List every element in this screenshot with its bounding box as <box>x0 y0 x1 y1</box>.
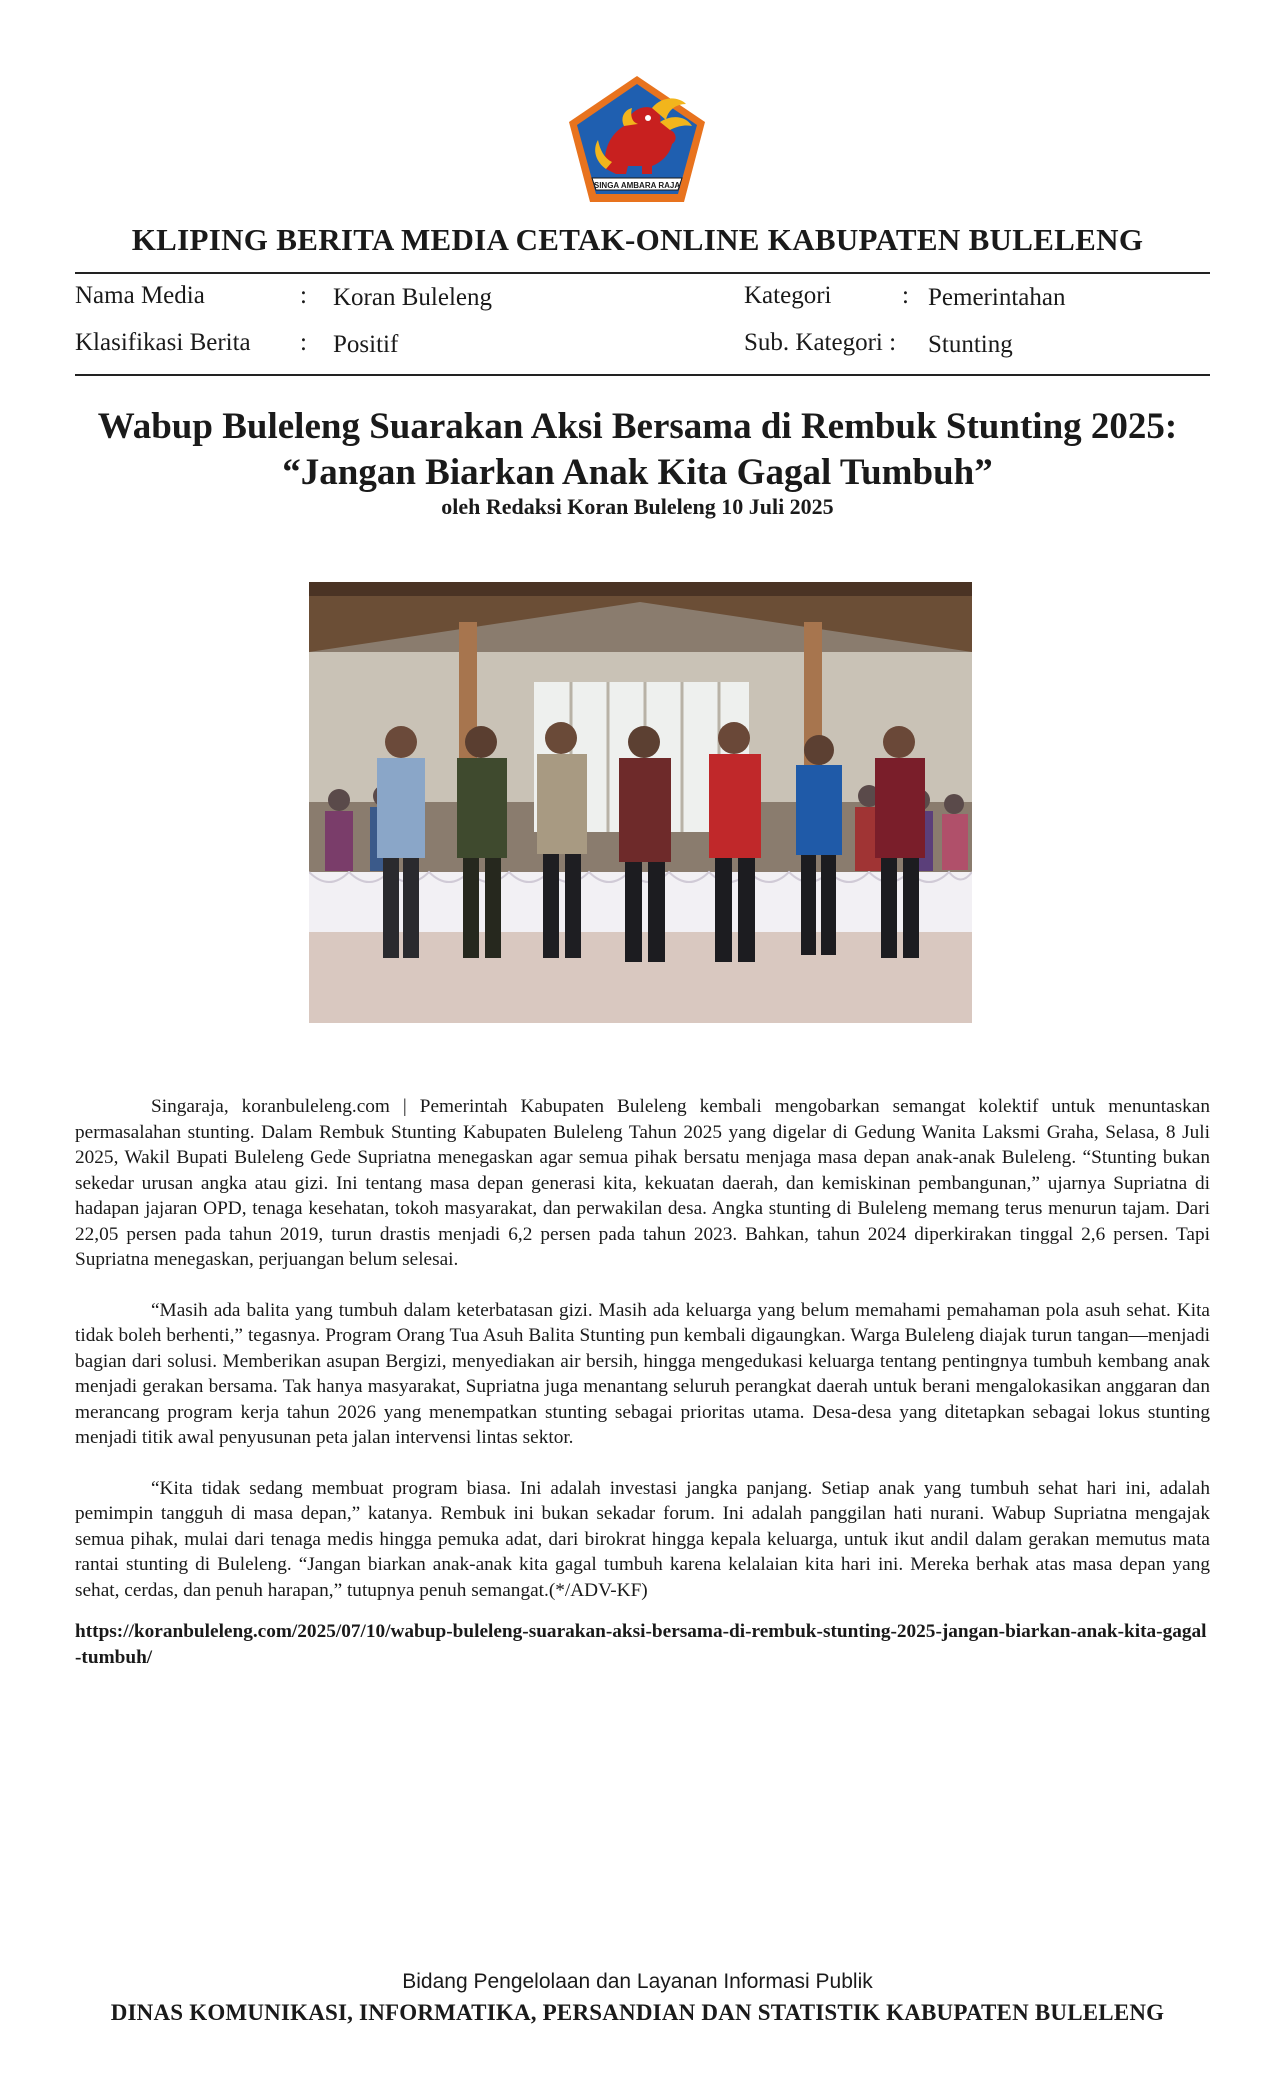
klasifikasi-value: Positif <box>333 331 399 358</box>
sub-kategori-value: Stunting <box>928 331 1013 358</box>
bottom-rule <box>75 374 1210 376</box>
kategori-value: Pemerintahan <box>928 284 1066 311</box>
event-group-photo <box>309 582 972 1023</box>
footer-bidang: Bidang Pengelolaan dan Layanan Informasi Publik <box>402 1970 873 1993</box>
source-url: https://koranbuleleng.com/2025/07/10/wabup-buleleng-suarakan-aksi-bersama-di-rembuk-stunting-2025-jangan-biarkan-anak-kita-gagal-tumbuh/ <box>75 1621 1207 1668</box>
sub-kategori-label: Sub. Kategori : <box>744 329 897 356</box>
article-body <box>75 1094 1210 1670</box>
nama-media-colon: : <box>300 282 307 309</box>
top-rule <box>75 272 1210 274</box>
article-title-line1: Wabup Buleleng Suarakan Aksi Bersama di Rembuk Stunting 2025: <box>97 406 1178 447</box>
article-byline: oleh Redaksi Koran Buleleng 10 Juli 2025 <box>441 494 834 519</box>
article-title-line2: “Jangan Biarkan Anak Kita Gagal Tumbuh” <box>282 452 993 493</box>
kategori-colon: : <box>902 282 909 309</box>
article-paragraph-1: Singaraja, koranbuleleng.com | Pemerintah Kabupaten Buleleng kembali mengobarkan semangat kolektif untuk menuntaskan permasalahan stunting. Dalam Rembuk Stunting Kabupaten Buleleng Tahun 2025 yang digelar di Gedung Wanita Laksmi Graha, Selasa, 8 Juli 2025, Wakil Bupati Buleleng Gede Supriatna menegaskan agar semua pihak bersatu menjaga masa depan anak-anak Buleleng. “Stunting bukan sekedar urusan angka atau gizi. Ini tentang masa depan generasi kita, kekuatan daerah, dan kemiskinan pembangunan,” ujarnya Supriatna di hadapan jajaran OPD, tenaga kesehatan, tokoh masyarakat, dan perwakilan desa. Angka stunting di Buleleng memang terus menurun tajam. Dari 22,05 persen pada tahun 2019, turun drastis menjadi 6,2 persen pada tahun 2023. Bahkan, tahun 2024 diperkirakan tinggal 2,6 persen. Tapi Supriatna menegaskan, perjuangan belum selesai. <box>75 1096 1210 1270</box>
logo-motto: SINGA AMBARA RAJA <box>593 181 681 190</box>
klasifikasi-colon: : <box>300 329 307 356</box>
kategori-label: Kategori <box>744 282 832 309</box>
article-title <box>60 404 1215 496</box>
nama-media-value: Koran Buleleng <box>333 284 492 311</box>
article-paragraph-3: “Kita tidak sedang membuat program biasa. Ini adalah investasi jangka panjang. Setiap anak yang tumbuh sehat hari ini, adalah pemimpin tangguh di masa depan,” katanya. Rembuk ini bukan sekadar forum. Ini adalah panggilan hati nurani. Wabup Supriatna mengajak semua pihak, mulai dari tenaga medis hingga pemuka adat, dari birokrat hingga kepala keluarga, untuk ikut andil dalam gerakan memutus mata rantai stunting di Buleleng. “Jangan biarkan anak-anak kita gagal tumbuh karena kelalaian kita hari ini. Mereka berhak atas masa depan yang sehat, cerdas, dan penuh harapan,” tutupnya penuh semangat.(*/ADV-KF) <box>75 1477 1210 1601</box>
nama-media-label: Nama Media <box>75 282 205 309</box>
klasifikasi-label: Klasifikasi Berita <box>75 329 251 356</box>
footer-dinas: DINAS KOMUNIKASI, INFORMATIKA, PERSANDIAN DAN STATISTIK KABUPATEN BULELENG <box>110 2000 1165 2025</box>
kliping-header-title: KLIPING BERITA MEDIA CETAK-ONLINE KABUPATEN BULELENG <box>131 222 1144 257</box>
kabupaten-buleleng-logo <box>566 74 708 204</box>
article-paragraph-2: “Masih ada balita yang tumbuh dalam keterbatasan gizi. Masih ada keluarga yang belum memahami pemahaman pola asuh sehat. Kita tidak boleh berhenti,” tegasnya. Program Orang Tua Asuh Balita Stunting pun kembali digaungkan. Warga Buleleng diajak turun tangan—menjadi bagian dari solusi. Memberikan asupan Bergizi, menyediakan air bersih, hingga mengedukasi keluarga tentang pentingnya tumbuh kembang anak menjadi gerakan bersama. Tak hanya masyarakat, Supriatna juga menantang seluruh perangkat daerah untuk berani mengalokasikan anggaran dan merancang program kerja tahun 2026 yang menempatkan stunting sebagai prioritas utama. Desa-desa yang ditetapkan sebagai lokus stunting menjadi titik awal penyusunan peta jalan intervensi lintas sektor. <box>75 1299 1210 1448</box>
